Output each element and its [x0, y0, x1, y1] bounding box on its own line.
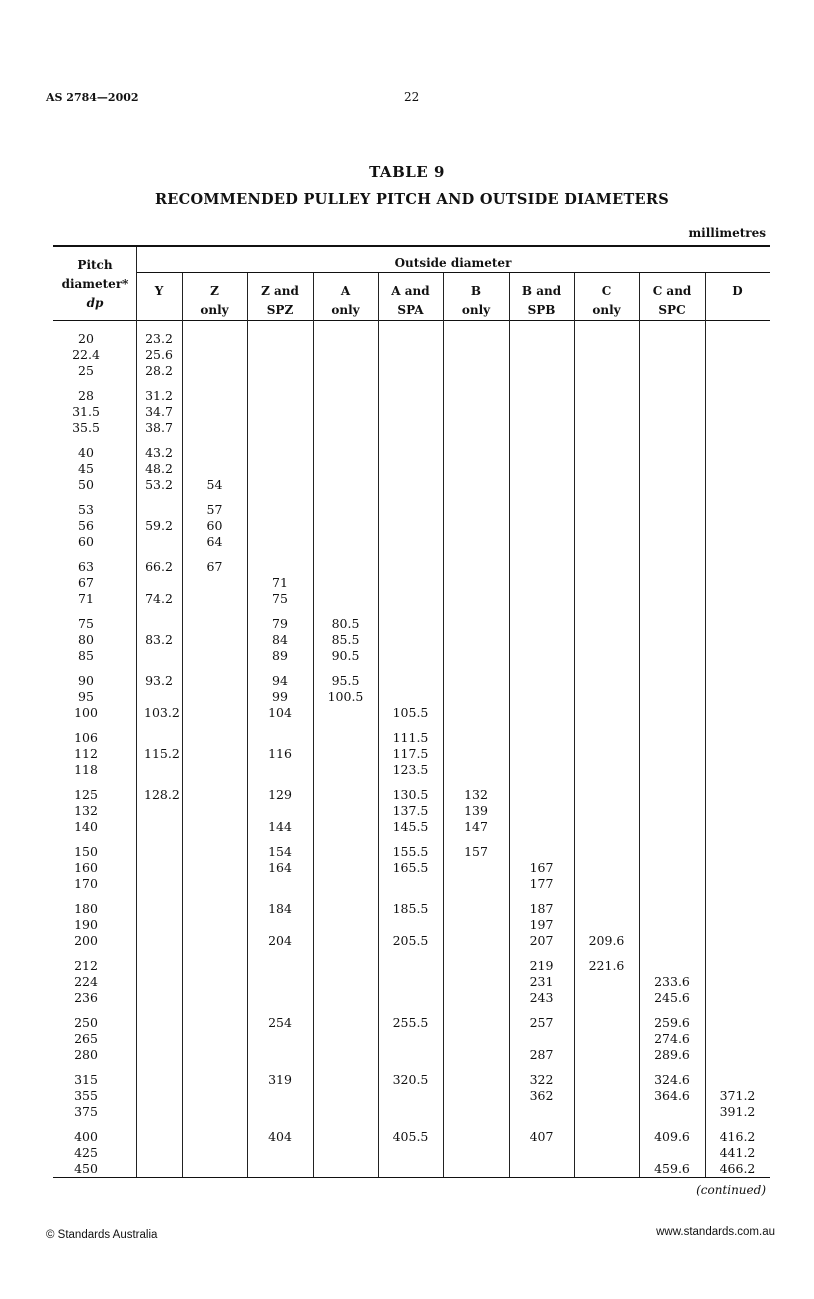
value-cell: 259.6 [654, 1015, 690, 1030]
units-label: millimetres [688, 226, 766, 240]
value-cell: 167 [529, 860, 554, 876]
pitch-cell: 132 [74, 803, 98, 819]
value-cell: 84 [272, 632, 288, 648]
column-divider [443, 273, 444, 1177]
column-divider [574, 273, 575, 1177]
pitch-cell: 56 [78, 518, 94, 534]
value-cell: 231 [529, 974, 554, 990]
value-cell: 48.2 [145, 461, 173, 477]
column-header-line1: B and [521, 284, 562, 298]
value-cell: 89 [272, 648, 288, 664]
value-cell: 243 [529, 990, 554, 1006]
pitch-cell: 190 [74, 917, 98, 933]
pitch-cell: 28 [78, 388, 94, 403]
column-header-line1: D [732, 284, 743, 298]
value-cell: 254 [268, 1015, 292, 1030]
pitch-header-line2: diameter* [61, 277, 129, 291]
column-header-line1: C and [652, 284, 692, 298]
value-cell: 165.5 [392, 860, 429, 876]
value-cell: 83.2 [145, 632, 173, 648]
value-cell: 93.2 [145, 673, 173, 688]
value-cell: 111.5 [392, 730, 429, 745]
column-divider [509, 273, 510, 1177]
column-divider [313, 273, 314, 1177]
column-header [378, 282, 443, 320]
pitch-cell: 450 [74, 1161, 98, 1177]
value-cell: 404 [268, 1129, 292, 1144]
value-cell: 74.2 [145, 591, 173, 607]
pitch-cell: 85 [78, 648, 94, 664]
pitch-cell: 180 [74, 901, 98, 916]
value-cell: 209.6 [588, 933, 625, 949]
value-cell: 132 [464, 787, 488, 802]
column-header-line2: only [461, 303, 491, 317]
column-header [574, 282, 639, 320]
value-cell: 54 [206, 477, 223, 493]
table-top-rule [53, 245, 770, 247]
column-header-line1: A and [391, 284, 430, 298]
column-header-line2: SPA [397, 303, 424, 317]
value-cell: 185.5 [392, 901, 429, 916]
column-header-line2: SPC [658, 303, 686, 317]
column-divider [182, 273, 183, 1177]
table-number: TABLE 9 [369, 163, 445, 181]
value-cell: 255.5 [392, 1015, 429, 1030]
column-header [247, 282, 313, 320]
value-cell: 154 [268, 844, 292, 859]
pitch-cell: 150 [74, 844, 98, 859]
value-cell: 405.5 [392, 1129, 429, 1144]
pitch-cell: 71 [78, 591, 94, 607]
value-cell: 409.6 [654, 1129, 690, 1144]
value-cell: 204 [268, 933, 292, 949]
pitch-cell: 75 [78, 616, 94, 631]
pitch-cell: 80 [78, 632, 94, 648]
column-header-line2: only [200, 303, 229, 317]
value-cell: 79 [272, 616, 288, 631]
column-header-line1: Y [154, 284, 164, 298]
column-divider [247, 273, 248, 1177]
column-header [313, 282, 378, 320]
value-cell: 441.2 [719, 1145, 756, 1161]
column-header-line1: C [601, 284, 612, 298]
value-cell: 130.5 [392, 787, 429, 802]
value-cell: 144 [268, 819, 292, 835]
column-header [639, 282, 705, 320]
value-cell: 416.2 [719, 1129, 756, 1144]
column-header-line1: B [470, 284, 482, 298]
page-number: 22 [404, 90, 420, 104]
continued-note: (continued) [696, 1183, 766, 1197]
value-cell: 459.6 [654, 1161, 690, 1177]
pitch-cell: 265 [74, 1031, 98, 1047]
value-cell: 324.6 [654, 1072, 690, 1087]
pitch-cell: 50 [78, 477, 94, 493]
value-cell: 205.5 [392, 933, 429, 949]
pitch-cell: 20 [78, 331, 94, 346]
value-cell: 67 [206, 559, 223, 574]
value-cell: 34.7 [145, 404, 173, 420]
pitch-cell: 200 [74, 933, 98, 949]
value-cell: 116 [268, 746, 292, 762]
value-cell: 85.5 [331, 632, 360, 648]
value-cell: 117.5 [392, 746, 429, 762]
pitch-cell: 315 [74, 1072, 98, 1087]
value-cell: 155.5 [392, 844, 429, 859]
value-cell: 187 [529, 901, 554, 916]
value-cell: 319 [268, 1072, 292, 1087]
value-cell: 137.5 [392, 803, 429, 819]
value-cell: 257 [529, 1015, 554, 1030]
pitch-cell: 236 [74, 990, 98, 1006]
value-cell: 287 [529, 1047, 554, 1063]
pitch-cell: 125 [74, 787, 98, 802]
pitch-cell: 280 [74, 1047, 98, 1063]
column-divider [639, 273, 640, 1177]
pitch-cell: 170 [74, 876, 98, 892]
value-cell: 221.6 [588, 958, 625, 973]
value-cell: 25.6 [145, 347, 173, 363]
value-cell: 145.5 [392, 819, 429, 835]
pitch-cell: 224 [74, 974, 98, 990]
pitch-cell: 45 [78, 461, 94, 477]
pitch-cell: 425 [74, 1145, 98, 1161]
pitch-cell: 140 [74, 819, 98, 835]
value-cell: 71 [272, 575, 288, 591]
value-cell: 90.5 [331, 648, 360, 664]
pitch-header-symbol: dp [86, 296, 104, 310]
pitch-cell: 25 [78, 363, 94, 379]
column-header-line2: only [331, 303, 360, 317]
pitch-cell: 400 [74, 1129, 98, 1144]
column-header [136, 282, 182, 301]
pitch-cell: 160 [74, 860, 98, 876]
pitch-cell: 95 [78, 689, 94, 705]
value-cell: 53.2 [145, 477, 173, 493]
pitch-cell: 212 [74, 958, 98, 973]
pitch-cell: 106 [74, 730, 98, 745]
value-cell: 23.2 [145, 331, 173, 346]
pitch-cell: 31.5 [72, 404, 100, 420]
value-cell: 233.6 [654, 974, 690, 990]
column-divider [378, 273, 379, 1177]
value-cell: 147 [464, 819, 488, 835]
value-cell: 407 [529, 1129, 554, 1144]
website-footer: www.standards.com.au [656, 1226, 775, 1238]
pitch-cell: 22.4 [72, 347, 100, 363]
pitch-header [58, 256, 132, 313]
value-cell: 64 [206, 534, 223, 550]
pitch-cell: 67 [78, 575, 94, 591]
value-cell: 164 [268, 860, 292, 876]
value-cell: 100.5 [327, 689, 364, 705]
value-cell: 184 [268, 901, 292, 916]
value-cell: 38.7 [145, 420, 173, 436]
value-cell: 362 [529, 1088, 554, 1104]
column-header-line1: Z [210, 284, 219, 298]
value-cell: 364.6 [654, 1088, 690, 1104]
value-cell: 177 [529, 876, 554, 892]
column-divider [136, 247, 137, 1177]
pitch-cell: 53 [78, 502, 94, 517]
value-cell: 219 [529, 958, 554, 973]
pitch-cell: 63 [78, 559, 94, 574]
copyright-footer: © Standards Australia [46, 1229, 158, 1241]
pitch-cell: 100 [74, 705, 98, 721]
value-cell: 129 [268, 787, 292, 802]
value-cell: 59.2 [145, 518, 173, 534]
value-cell: 139 [464, 803, 488, 819]
pitch-cell: 60 [78, 534, 94, 550]
pitch-cell: 112 [74, 746, 98, 762]
value-cell: 274.6 [654, 1031, 690, 1047]
value-cell: 115.2 [144, 746, 180, 762]
value-cell: 28.2 [145, 363, 173, 379]
value-cell: 371.2 [719, 1088, 756, 1104]
value-cell: 245.6 [654, 990, 690, 1006]
pitch-cell: 40 [78, 445, 94, 460]
pitch-cell: 90 [78, 673, 94, 688]
value-cell: 207 [529, 933, 554, 949]
value-cell: 104 [268, 705, 292, 721]
value-cell: 57 [206, 502, 223, 517]
pitch-cell: 35.5 [72, 420, 100, 436]
value-cell: 31.2 [145, 388, 173, 403]
column-header [182, 282, 247, 320]
value-cell: 80.5 [331, 616, 360, 631]
column-header-line1: Z and [261, 284, 299, 298]
column-header-line1: A [340, 284, 351, 298]
value-cell: 289.6 [654, 1047, 690, 1063]
value-cell: 157 [464, 844, 488, 859]
value-cell: 43.2 [145, 445, 173, 460]
table-title: RECOMMENDED PULLEY PITCH AND OUTSIDE DIAMETERS [154, 191, 670, 208]
pitch-cell: 355 [74, 1088, 98, 1104]
value-cell: 60 [206, 518, 223, 534]
value-cell: 105.5 [392, 705, 429, 721]
column-header-line2: SPB [527, 303, 556, 317]
column-header-line2: SPZ [266, 303, 294, 317]
value-cell: 123.5 [392, 762, 429, 778]
column-divider [705, 273, 706, 1177]
value-cell: 391.2 [719, 1104, 756, 1120]
pitch-cell: 375 [74, 1104, 98, 1120]
value-cell: 322 [529, 1072, 554, 1087]
value-cell: 103.2 [144, 705, 180, 721]
value-cell: 466.2 [719, 1161, 756, 1177]
value-cell: 66.2 [145, 559, 173, 574]
pitch-cell: 118 [74, 762, 98, 778]
value-cell: 197 [529, 917, 554, 933]
value-cell: 94 [272, 673, 288, 688]
value-cell: 75 [272, 591, 288, 607]
column-header [509, 282, 574, 320]
pitch-cell: 250 [74, 1015, 98, 1030]
value-cell: 320.5 [392, 1072, 429, 1087]
column-header-line2: only [592, 303, 621, 317]
outside-diameter-header: Outside diameter [394, 256, 512, 270]
column-header [705, 282, 770, 301]
value-cell: 99 [272, 689, 288, 705]
value-cell: 128.2 [144, 787, 180, 802]
pitch-header-line1: Pitch [77, 258, 113, 272]
column-header [443, 282, 509, 320]
value-cell: 95.5 [331, 673, 360, 688]
header-bottom-rule [53, 320, 770, 321]
standard-number: AS 2784—2002 [46, 91, 139, 104]
